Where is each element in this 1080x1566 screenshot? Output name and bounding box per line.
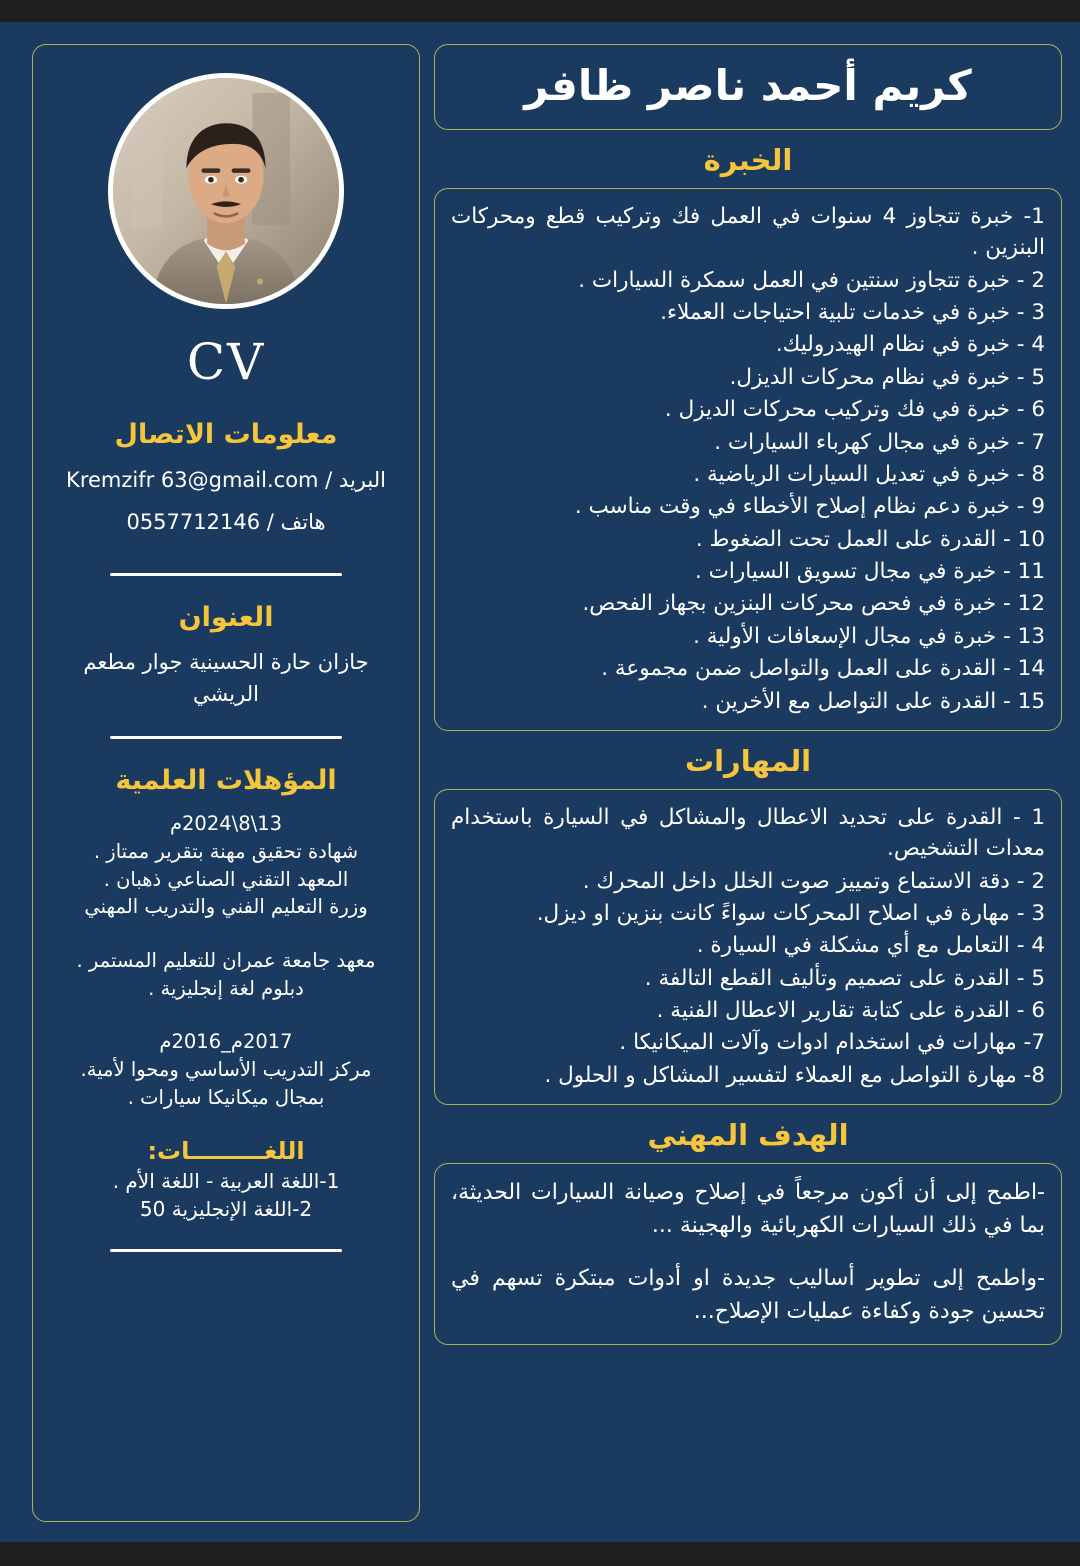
list-item: 10 - القدرة على العمل تحت الضغوط . [695, 526, 1045, 552]
education-heading: المؤهلات العلمية [115, 765, 337, 797]
list-item: 7- مهارات في استخدام ادوات وآلات الميكانيكا . [619, 1030, 1045, 1056]
list-item: 9 - خبرة دعم نظام إصلاح الأخطاء في وقت مناسب . [574, 494, 1045, 520]
list-item: 2 - دقة الاستماع وتمييز صوت الخلل داخل المحرك . [582, 868, 1045, 894]
experience-heading: الخبرة [703, 143, 793, 178]
list-item: 15 - القدرة على التواصل مع الأخرين . [701, 688, 1045, 714]
page-title: كريم أحمد ناصر ظافر [524, 61, 972, 110]
list-item: 5 - خبرة في نظام محركات الديزل. [729, 364, 1045, 390]
education-line: المعهد التقني الصناعي ذهبان . [103, 867, 349, 891]
main-column [434, 44, 1062, 1522]
education-date: 13\8\2024م [169, 812, 283, 836]
education-entry [49, 947, 403, 1002]
education-line: مركز التدريب الأساسي ومحوا لأمية. [80, 1058, 372, 1081]
experience-list [451, 201, 1045, 717]
list-item: 2 - خبرة تتجاوز سنتين في العمل سمكرة السيارات . [578, 267, 1045, 293]
education-line: دبلوم لغة إنجليزية . [148, 976, 304, 1000]
list-item: 1 - القدرة على تحديد الاعطال والمشاكل في السيارة باستخدام معدات التشخيص. [451, 804, 1045, 862]
list-item: 3 - خبرة في خدمات تلبية احتياجات العملاء. [660, 300, 1045, 326]
list-item: 4 - التعامل مع أي مشكلة في السيارة . [696, 933, 1045, 959]
bottom-letterbox-bar [0, 1542, 1080, 1566]
list-item: 7 - خبرة في مجال كهرباء السيارات . [714, 429, 1045, 455]
objective-box [434, 1163, 1062, 1345]
avatar [108, 73, 344, 309]
list-item: 2-اللغة الإنجليزية 50 [139, 1197, 313, 1222]
list-item: 1-اللغة العربية - اللغة الأم . [112, 1169, 340, 1194]
education-line: وزرة التعليم الفني والتدريب المهني [84, 895, 368, 919]
experience-box [434, 188, 1062, 731]
list-item: 12 - خبرة في فحص محركات البنزين بجهاز الفحص. [582, 591, 1045, 617]
education-entry [49, 1028, 403, 1111]
cv-label: CV [186, 333, 266, 391]
list-item: 6 - القدرة على كتابة تقارير الاعطال الفنية . [656, 998, 1045, 1024]
list-item: 1- خبرة تتجاوز 4 سنوات في العمل فك وتركيب قطع ومحركات البنزين . [451, 203, 1045, 261]
list-item: 5 - القدرة على تصميم وتأليف القطع التالفة . [644, 965, 1045, 991]
skills-heading: المهارات [684, 743, 812, 778]
list-item: 8 - خبرة في تعديل السيارات الرياضية . [693, 461, 1045, 487]
skills-list [451, 802, 1045, 1091]
address-value: جازان حارة الحسينية جوار مطعم الريشي [83, 650, 369, 706]
education-line: بمجال ميكانيكا سيارات . [127, 1085, 325, 1109]
languages-heading: اللغـــــــــات: [147, 1137, 305, 1166]
address-heading: العنوان [178, 602, 274, 634]
objective-paragraph: -اطمح إلى أن أكون مرجعاً في إصلاح وصيانة السيارات الحديثة، بما في ذلك السيارات الكهربائية والهجينة ... [451, 1179, 1045, 1238]
email-row[interactable]: البريد / Kremzifr 63@gmail.com [66, 468, 386, 492]
list-item: 4 - خبرة في نظام الهيدروليك. [775, 332, 1045, 358]
education-line: شهادة تحقيق مهنة بتقرير ممتاز . [93, 839, 359, 863]
contact-heading: معلومات الاتصال [114, 419, 338, 450]
divider [110, 1249, 342, 1252]
list-item: 11 - خبرة في مجال تسويق السيارات . [695, 559, 1045, 585]
list-item: 8- مهارة التواصل مع العملاء لتفسير المشاكل و الحلول . [544, 1062, 1045, 1088]
languages-list [49, 1167, 403, 1223]
list-item: 6 - خبرة في فك وتركيب محركات الديزل . [664, 397, 1045, 423]
education-date: 2017م_2016م [159, 1030, 293, 1054]
objective-heading: الهدف المهني [647, 1118, 849, 1153]
phone-row[interactable]: هاتف / 0557712146 [126, 509, 326, 534]
list-item: 3 - مهارة في اصلاح المحركات سواءً كانت بنزين او ديزل. [536, 900, 1045, 926]
education-entry [49, 810, 403, 921]
cv-canvas [0, 22, 1080, 1542]
objective-paragraph: -واطمح إلى تطوير أساليب جديدة او أدوات مبتكرة تسهم في تحسين جودة وكفاءة عمليات الإصلاح... [451, 1265, 1045, 1324]
name-box [434, 44, 1062, 130]
skills-box [434, 789, 1062, 1105]
education-line: معهد جامعة عمران للتعليم المستمر . [76, 948, 376, 972]
divider [110, 573, 342, 576]
list-item: 14 - القدرة على العمل والتواصل ضمن مجموعة . [601, 656, 1045, 682]
divider [110, 736, 342, 739]
cv-columns [0, 22, 1080, 1542]
sidebar-column [32, 44, 420, 1522]
top-letterbox-bar [0, 0, 1080, 22]
list-item: 13 - خبرة في مجال الإسعافات الأولية . [693, 623, 1045, 649]
